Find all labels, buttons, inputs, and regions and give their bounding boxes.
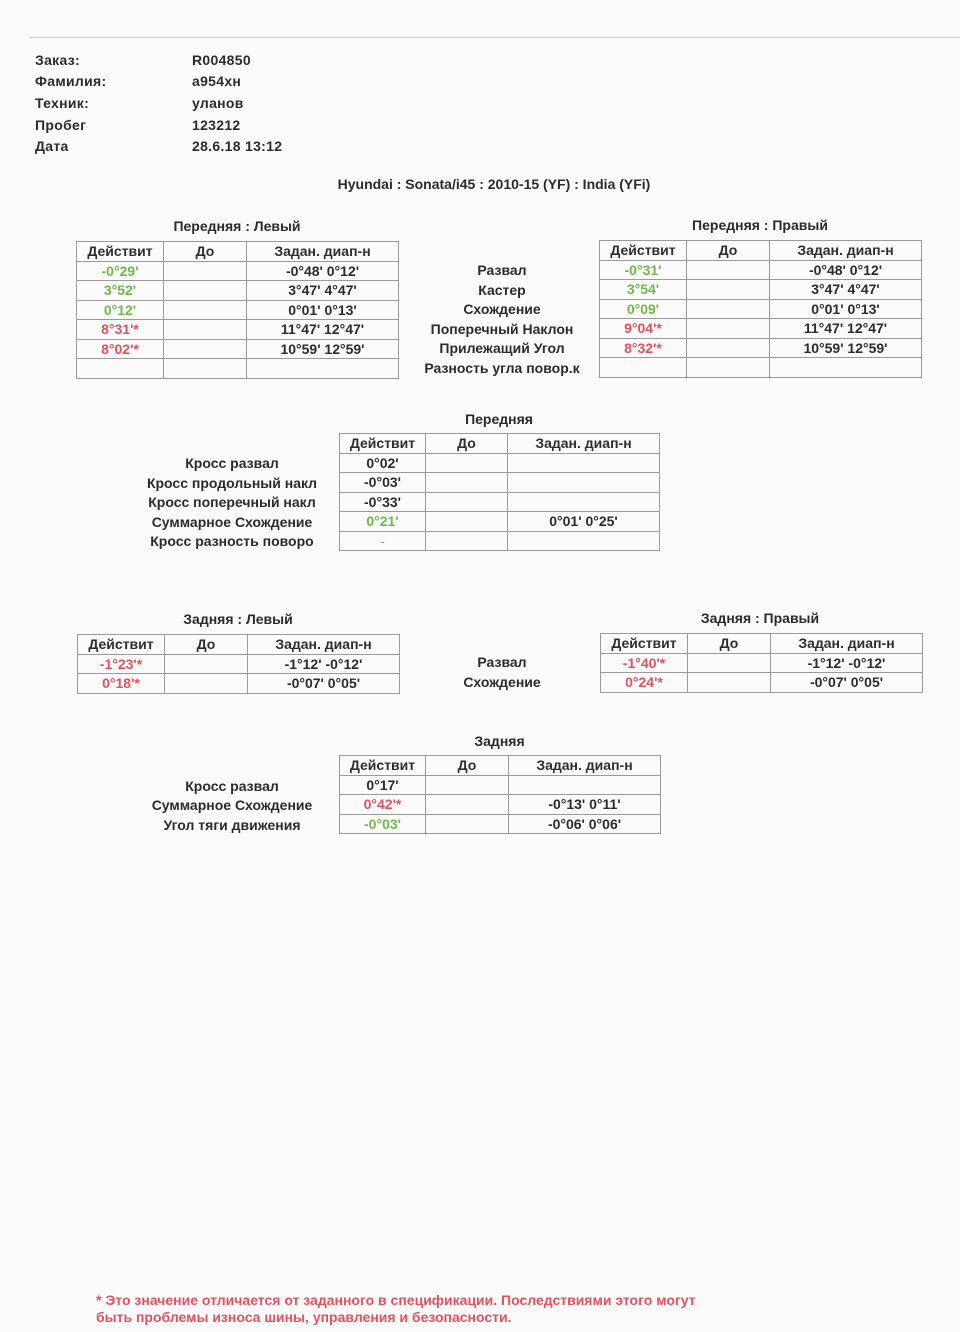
before-cell [165, 654, 248, 674]
actual-cell: 0°18'* [78, 674, 165, 694]
table-row [600, 260, 922, 280]
range-cell: 10°59' 12°59' [247, 339, 399, 359]
table-row [340, 512, 660, 532]
range-cell: -0°48' 0°12' [770, 260, 922, 280]
actual-column-header: Действит [340, 434, 426, 454]
top-divider [30, 37, 960, 38]
name-value: а954хн [192, 73, 242, 89]
order-label: Заказ: [35, 52, 80, 68]
range-cell: -0°48' 0°12' [247, 261, 399, 281]
table-header-row [340, 756, 661, 776]
actual-cell: -1°40'* [601, 653, 688, 673]
actual-cell: 0°02' [340, 453, 426, 473]
before-cell [164, 281, 247, 301]
range-cell [508, 453, 660, 473]
row-label: Кросс разность поворо [150, 533, 314, 549]
table-row [600, 299, 922, 319]
table-row [340, 453, 660, 473]
actual-cell: -0°29' [77, 261, 164, 281]
rear-left-title: Задняя : Левый [183, 611, 293, 627]
before-cell [687, 338, 770, 358]
row-label: Кросс развал [185, 778, 279, 794]
before-cell [164, 339, 247, 359]
row-label: Прилежащий Угол [439, 340, 565, 356]
range-cell [770, 358, 922, 378]
range-cell: -1°12' -0°12' [248, 654, 400, 674]
rear-left-table [77, 634, 400, 694]
actual-cell: 0°42'* [340, 795, 426, 815]
row-label: Поперечный Наклон [430, 321, 574, 337]
actual-cell [600, 358, 687, 378]
actual-cell: 0°17' [340, 775, 426, 795]
tech-value: уланов [192, 95, 244, 111]
table-row [77, 261, 399, 281]
actual-cell: 8°02'* [77, 339, 164, 359]
actual-cell: 3°52' [77, 281, 164, 301]
table-row [77, 339, 399, 359]
rear-cross-title: Задняя [474, 733, 525, 749]
before-column-header: До [426, 756, 509, 776]
front-left-title: Передняя : Левый [173, 218, 301, 234]
front-left-table [76, 241, 399, 379]
range-column-header: Задан. диап-н [248, 635, 400, 655]
table-row [77, 320, 399, 340]
before-cell [688, 653, 771, 673]
table-row [600, 338, 922, 358]
actual-column-header: Действит [600, 241, 687, 261]
table-header-row [601, 634, 923, 654]
table-row [600, 280, 922, 300]
actual-column-header: Действит [340, 756, 426, 776]
before-cell [687, 299, 770, 319]
mileage-label: Пробег [35, 117, 87, 133]
row-label: Суммарное Схождение [151, 797, 313, 813]
table-row [77, 359, 399, 379]
before-cell [426, 775, 509, 795]
table-row [77, 281, 399, 301]
before-column-header: До [426, 434, 508, 454]
range-column-header: Задан. диап-н [508, 434, 660, 454]
date-label: Дата [35, 138, 69, 154]
row-label: Кросс продольный накл [146, 475, 318, 491]
before-column-header: До [687, 241, 770, 261]
date-value: 28.6.18 13:12 [192, 138, 283, 154]
rear-right-title: Задняя : Правый [700, 610, 820, 626]
rear-cross-table [339, 755, 661, 834]
before-cell [426, 814, 509, 834]
actual-cell: 3°54' [600, 280, 687, 300]
table-row [78, 674, 400, 694]
table-row [340, 492, 660, 512]
range-cell: 10°59' 12°59' [770, 338, 922, 358]
range-cell: 0°01' 0°13' [770, 299, 922, 319]
range-cell: -0°13' 0°11' [509, 795, 661, 815]
actual-cell [77, 359, 164, 379]
actual-cell: 0°09' [600, 299, 687, 319]
table-row [601, 673, 923, 693]
table-row [601, 653, 923, 673]
table-header-row [600, 241, 922, 261]
table-row [340, 775, 661, 795]
range-cell: -1°12' -0°12' [771, 653, 923, 673]
actual-cell: 0°24'* [601, 673, 688, 693]
range-column-header: Задан. диап-н [247, 242, 399, 262]
range-cell: 3°47' 4°47' [247, 281, 399, 301]
actual-cell: -0°31' [600, 260, 687, 280]
rear-right-table [600, 633, 923, 693]
spec-warning-line-2: быть проблемы износа шины, управления и безопасности. [96, 1309, 512, 1325]
actual-cell: -0°33' [340, 492, 426, 512]
order-value: R004850 [192, 52, 251, 68]
actual-cell: 8°32'* [600, 338, 687, 358]
row-label: Разность угла повор.к [424, 360, 580, 376]
range-cell [508, 531, 660, 551]
before-column-header: До [164, 242, 247, 262]
actual-cell: - [340, 531, 426, 551]
table-row [600, 358, 922, 378]
before-cell [164, 359, 247, 379]
actual-column-header: Действит [77, 242, 164, 262]
before-cell [687, 280, 770, 300]
before-cell [164, 300, 247, 320]
range-cell [508, 492, 660, 512]
range-cell: -0°07' 0°05' [248, 674, 400, 694]
actual-cell: 0°21' [340, 512, 426, 532]
row-label: Кастер [478, 282, 526, 298]
range-cell [508, 473, 660, 493]
range-cell: 11°47' 12°47' [770, 319, 922, 339]
table-header-row [340, 434, 660, 454]
range-column-header: Задан. диап-н [770, 241, 922, 261]
actual-column-header: Действит [78, 635, 165, 655]
before-cell [426, 492, 508, 512]
before-column-header: До [688, 634, 771, 654]
tech-label: Техник: [35, 95, 90, 111]
table-row [340, 814, 661, 834]
table-row [77, 300, 399, 320]
before-cell [687, 319, 770, 339]
range-cell: 3°47' 4°47' [770, 280, 922, 300]
before-cell [164, 261, 247, 281]
before-column-header: До [165, 635, 248, 655]
row-label: Развал [477, 262, 527, 278]
before-cell [426, 531, 508, 551]
range-cell [247, 359, 399, 379]
table-header-row [77, 242, 399, 262]
before-cell [688, 673, 771, 693]
before-cell [426, 795, 509, 815]
front-right-title: Передняя : Правый [692, 217, 828, 233]
before-cell [426, 473, 508, 493]
spec-warning-note [96, 1292, 876, 1326]
table-row [340, 531, 660, 551]
row-label: Кросс развал [185, 455, 279, 471]
row-label: Схождение [463, 301, 541, 317]
row-label: Суммарное Схождение [151, 514, 313, 530]
actual-cell: 9°04'* [600, 319, 687, 339]
front-right-table [599, 240, 922, 378]
range-cell: 0°01' 0°25' [508, 512, 660, 532]
table-header-row [78, 635, 400, 655]
before-cell [164, 320, 247, 340]
table-row [600, 319, 922, 339]
front-cross-title: Передняя [465, 411, 533, 427]
actual-cell: -0°03' [340, 814, 426, 834]
vehicle-title: Hyundai : Sonata/i45 : 2010-15 (YF) : India (YFi) [337, 176, 651, 192]
actual-cell: -0°03' [340, 473, 426, 493]
range-cell: -0°07' 0°05' [771, 673, 923, 693]
before-cell [426, 453, 508, 473]
row-label: Кросс поперечный накл [148, 494, 316, 510]
row-label: Развал [477, 654, 527, 670]
before-cell [687, 358, 770, 378]
name-label: Фамилия: [35, 73, 107, 89]
actual-column-header: Действит [601, 634, 688, 654]
before-cell [426, 512, 508, 532]
table-row [78, 654, 400, 674]
range-cell [509, 775, 661, 795]
range-column-header: Задан. диап-н [771, 634, 923, 654]
row-label: Угол тяги движения [163, 817, 301, 833]
before-cell [687, 260, 770, 280]
table-row [340, 473, 660, 493]
actual-cell: 8°31'* [77, 320, 164, 340]
spec-warning-line-1: * Это значение отличается от заданного в спецификации. Последствиями этого могут [96, 1292, 696, 1308]
range-column-header: Задан. диап-н [509, 756, 661, 776]
before-cell [165, 674, 248, 694]
row-label: Схождение [463, 674, 541, 690]
mileage-value: 123212 [192, 117, 241, 133]
table-row [340, 795, 661, 815]
front-cross-table [339, 433, 660, 551]
range-cell: -0°06' 0°06' [509, 814, 661, 834]
actual-cell: -1°23'* [78, 654, 165, 674]
range-cell: 0°01' 0°13' [247, 300, 399, 320]
range-cell: 11°47' 12°47' [247, 320, 399, 340]
actual-cell: 0°12' [77, 300, 164, 320]
